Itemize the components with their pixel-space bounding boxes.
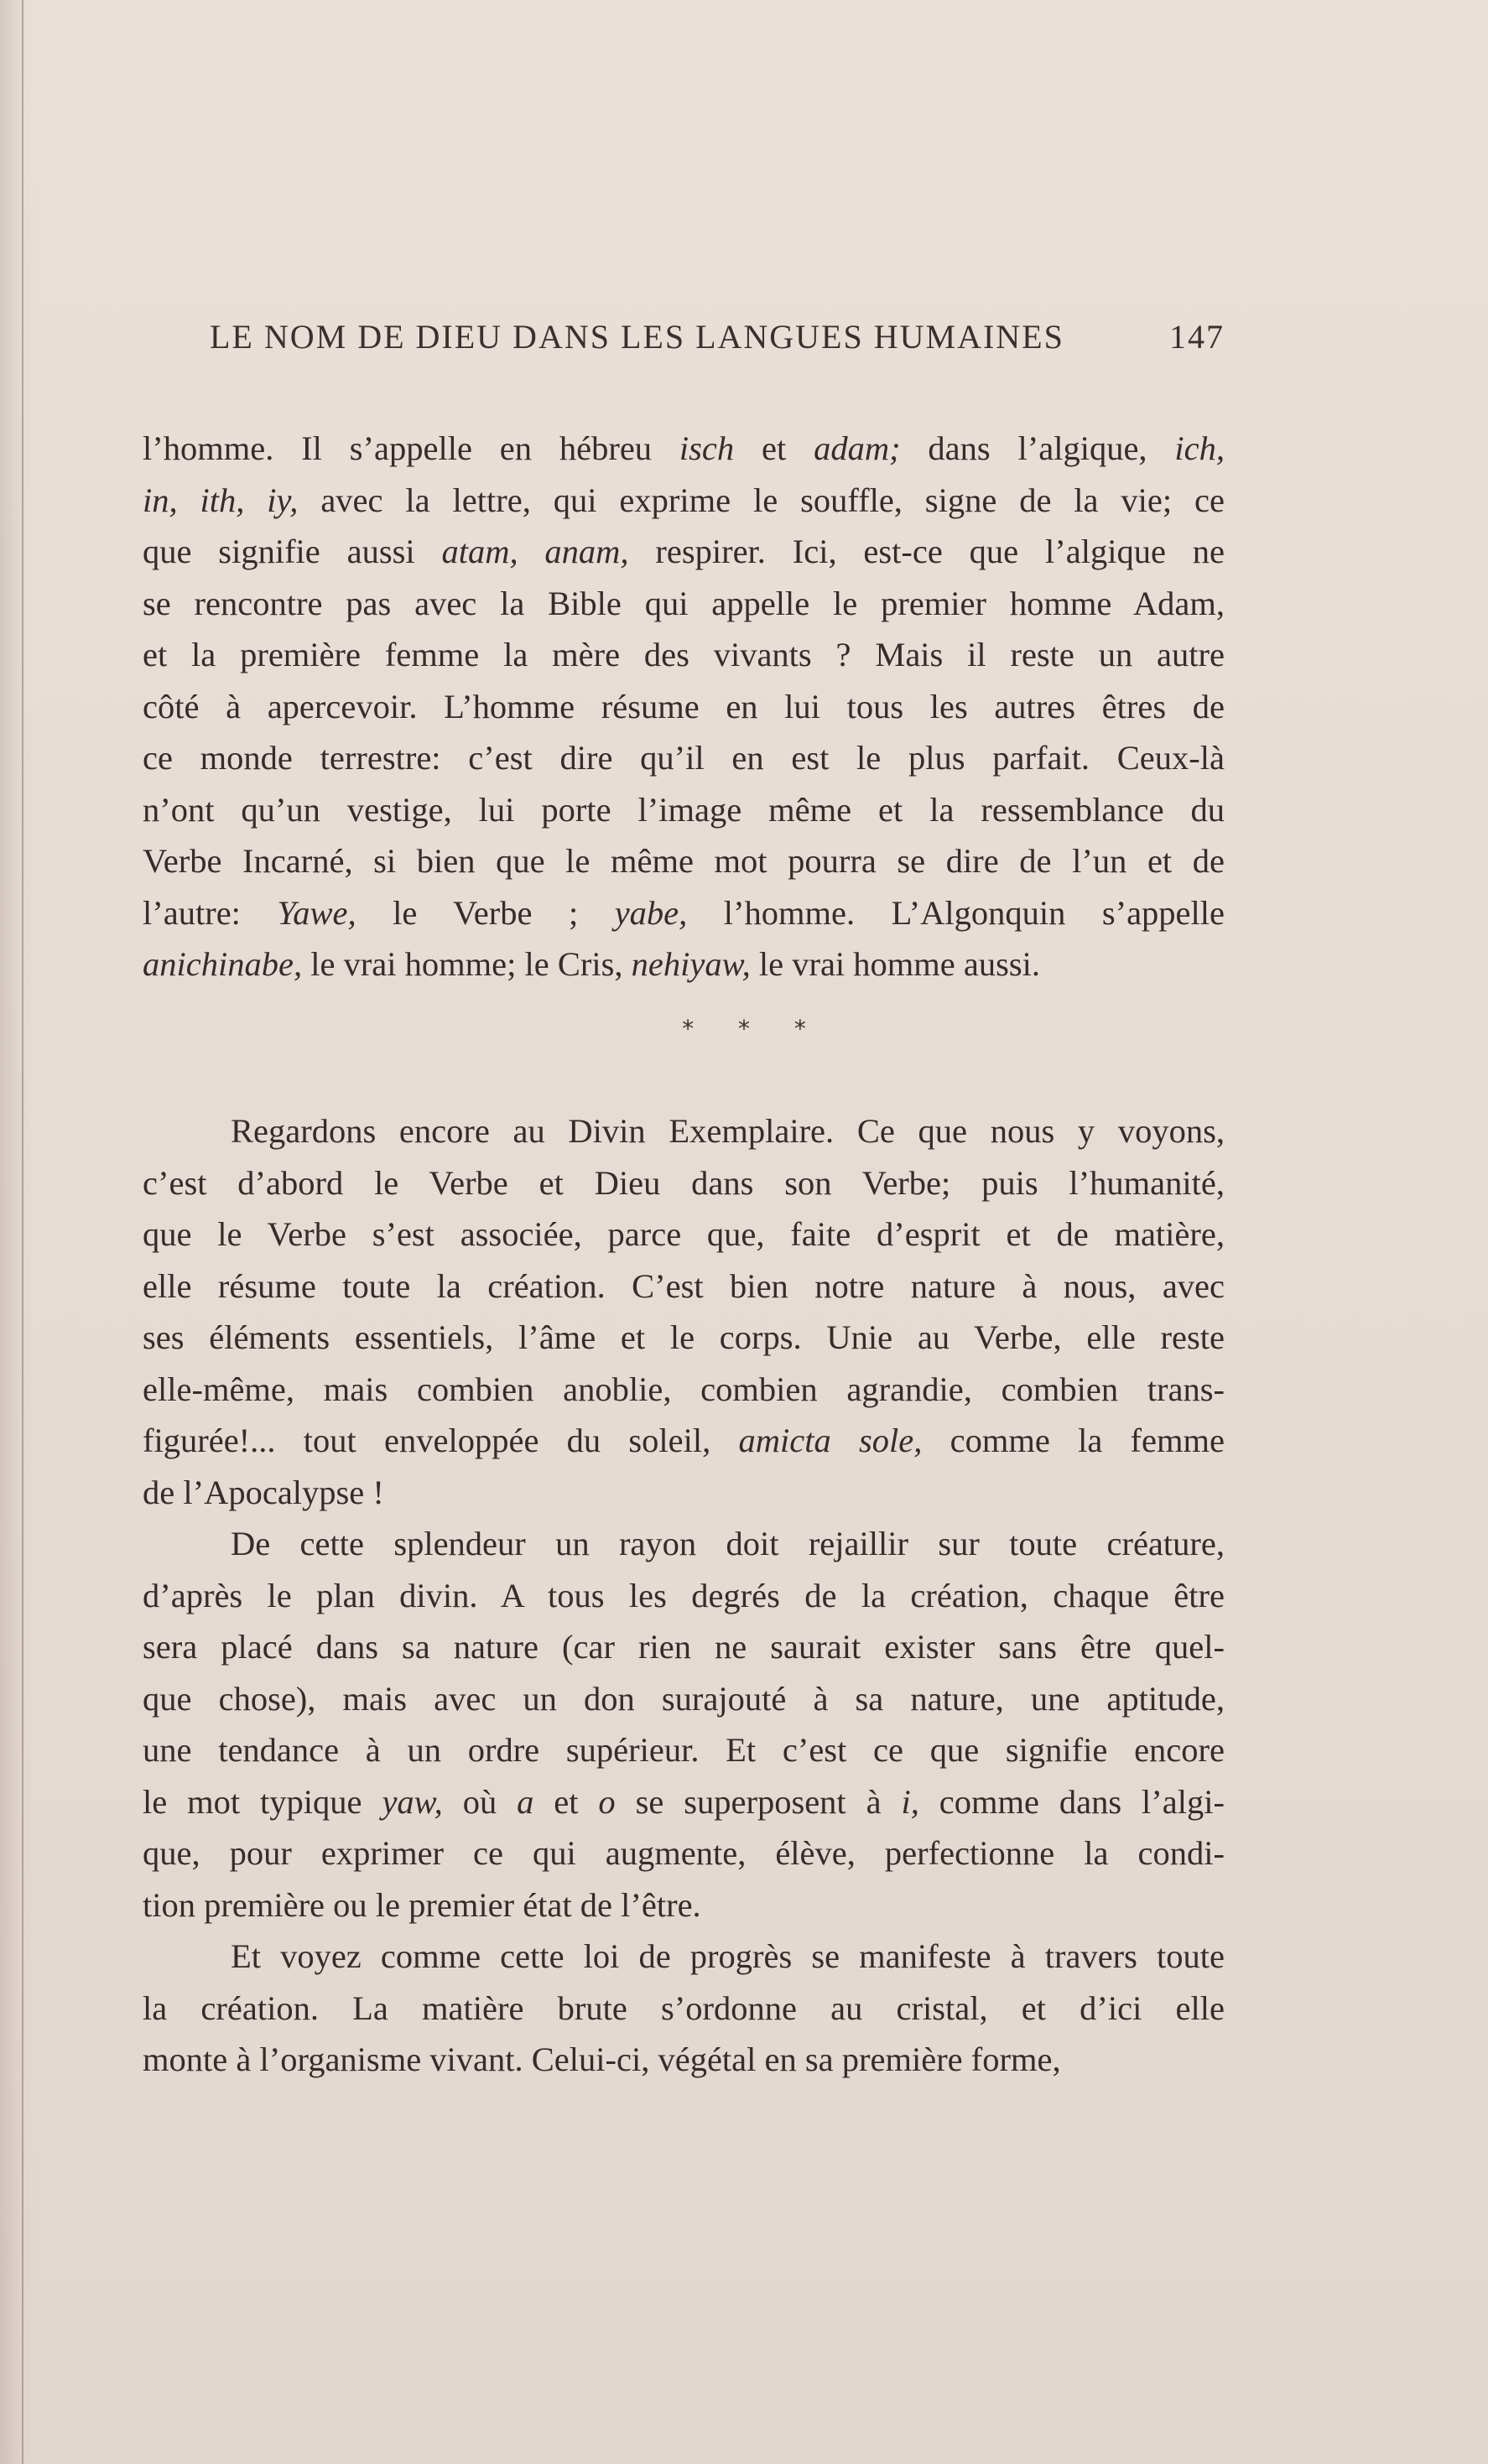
text-run: le vrai homme; le Cris, [302, 945, 632, 983]
italic-term: in, ith, iy, [143, 481, 299, 519]
text-run: d’après le plan divin. A tous les degrés de la création, chaque être [143, 1576, 1225, 1614]
text-line [143, 732, 1225, 784]
text-run: tion première ou le premier état de l’être. [143, 1885, 701, 1924]
italic-term: yabe, [614, 893, 688, 932]
italic-term: amicta sole, [738, 1422, 923, 1459]
text-run: elle résume toute la création. C’est bien notre nature à nous, avec [143, 1266, 1225, 1305]
text-run: une tendance à un ordre supérieur. Et c’est ce que signifie encore [143, 1731, 1225, 1769]
text-run: se rencontre pas avec la Bible qui appelle le premier homme Adam, [143, 584, 1225, 622]
text-run: figurée!... tout enveloppée du soleil, [143, 1422, 739, 1459]
text-line [143, 1879, 1225, 1931]
italic-term: i, [901, 1782, 919, 1821]
text-line [143, 475, 1225, 527]
text-line [143, 629, 1225, 681]
italic-term: anichinabe, [143, 945, 303, 983]
text-line [143, 1570, 1225, 1622]
text-run: n’ont qu’un vestige, lui porte l’image même et la ressemblance du [143, 790, 1225, 829]
text-line [143, 1827, 1225, 1879]
text-run: et la première femme la mère des vivants ? Mais il reste un autre [143, 636, 1225, 673]
text-run: respirer. Ici, est-ce que l’algique ne [628, 533, 1225, 570]
text-run: elle-même, mais combien anoblie, combien agrandie, combien trans- [143, 1370, 1225, 1408]
text-run: que signifie aussi [143, 533, 442, 570]
paragraph-3 [143, 1518, 1225, 1931]
paragraph-1 [143, 423, 1225, 990]
text-run: le mot typique [143, 1782, 382, 1821]
text-run: et [734, 429, 814, 467]
paragraph-4 [143, 1931, 1225, 2086]
text-line [143, 1105, 1225, 1157]
text-run: De cette splendeur un rayon doit rejaillir sur toute créature, [231, 1525, 1225, 1562]
text-run: que, pour exprimer ce qui augmente, élève, perfectionne la condi- [143, 1834, 1225, 1872]
text-line [143, 1983, 1225, 2035]
paragraph-2 [143, 1105, 1225, 1518]
page-spine-edge [22, 0, 23, 2464]
text-line [143, 887, 1225, 939]
italic-term: adam; [814, 429, 901, 467]
text-run: Verbe Incarné, si bien que le même mot pourra se dire de l’un et de [143, 842, 1225, 880]
italic-term: nehiyaw, [631, 945, 751, 983]
text-line [143, 784, 1225, 836]
text-line [143, 526, 1225, 578]
text-run: avec la lettre, qui exprime le souffle, signe de la vie; ce [298, 481, 1225, 519]
text-run: de l’Apocalypse ! [143, 1473, 384, 1511]
text-line [143, 1467, 1225, 1519]
text-run: Regardons encore au Divin Exemplaire. Ce que nous y voyons, [231, 1112, 1225, 1150]
separator-asterisks: * * * [682, 1015, 825, 1042]
text-line [143, 1931, 1225, 1983]
italic-term: atam, anam, [441, 533, 629, 570]
text-run: c’est d’abord le Verbe et Dieu dans son Verbe; puis l’humanité, [143, 1163, 1225, 1202]
section-separator [0, 1015, 1488, 1042]
text-line [143, 1724, 1225, 1776]
text-run: côté à apercevoir. L’homme résume en lui tous les autres êtres de [143, 687, 1225, 725]
text-run: Et voyez comme cette loi de progrès se manifeste à travers toute [231, 1937, 1225, 1975]
text-line [143, 2034, 1225, 2086]
italic-term: yaw, [382, 1782, 443, 1821]
text-run: que le Verbe s’est associée, parce que, faite d’esprit et de matière, [143, 1215, 1225, 1253]
running-title: LE NOM DE DIEU DANS LES LANGUES HUMAINES [210, 318, 1064, 356]
text-line [143, 1621, 1225, 1673]
text-run: comme la femme [922, 1422, 1225, 1459]
text-run: ses éléments essentiels, l’âme et le corps. Unie au Verbe, elle reste [143, 1318, 1225, 1356]
italic-term: o [598, 1782, 616, 1821]
text-run: l’homme. L’Algonquin s’appelle [687, 893, 1225, 932]
text-line [143, 578, 1225, 630]
text-run: monte à l’organisme vivant. Celui-ci, végétal en sa première forme, [143, 2040, 1061, 2078]
text-run: dans l’algique, [900, 429, 1175, 467]
text-run: la création. La matière brute s’ordonne au cristal, et d’ici elle [143, 1988, 1225, 2027]
text-run: se superposent à [615, 1782, 902, 1821]
text-line [143, 1776, 1225, 1828]
text-line [143, 1209, 1225, 1261]
text-run: le Verbe ; [356, 893, 615, 932]
text-run: et [533, 1782, 599, 1821]
italic-term: isch [679, 429, 735, 467]
text-line [143, 1312, 1225, 1364]
text-run: ce monde terrestre: c’est dire qu’il en est le plus parfait. Ceux-là [143, 739, 1225, 777]
text-line [143, 1415, 1225, 1467]
text-run: comme dans l’algi- [918, 1782, 1225, 1821]
text-run: l’autre: [143, 893, 278, 932]
running-header [210, 317, 1225, 356]
text-run: sera placé dans sa nature (car rien ne saurait exister sans être quel- [143, 1628, 1225, 1666]
text-run: où [442, 1782, 518, 1821]
page-number: 147 [1169, 318, 1225, 356]
body-text [143, 1105, 1225, 2086]
text-line [143, 835, 1225, 887]
text-run: l’homme. Il s’appelle en hébreu [143, 429, 679, 467]
text-run: que chose), mais avec un don surajouté à sa nature, une aptitude, [143, 1679, 1225, 1718]
text-line [143, 423, 1225, 475]
text-line [143, 938, 1225, 990]
italic-term: ich, [1174, 429, 1225, 467]
text-line [143, 1364, 1225, 1416]
text-line [143, 1261, 1225, 1313]
text-line [143, 1518, 1225, 1570]
italic-term: a [517, 1782, 534, 1821]
text-line [143, 681, 1225, 733]
text-run: le vrai homme aussi. [750, 945, 1041, 983]
text-line [143, 1673, 1225, 1725]
italic-term: Yawe, [277, 893, 356, 932]
text-line [143, 1157, 1225, 1209]
